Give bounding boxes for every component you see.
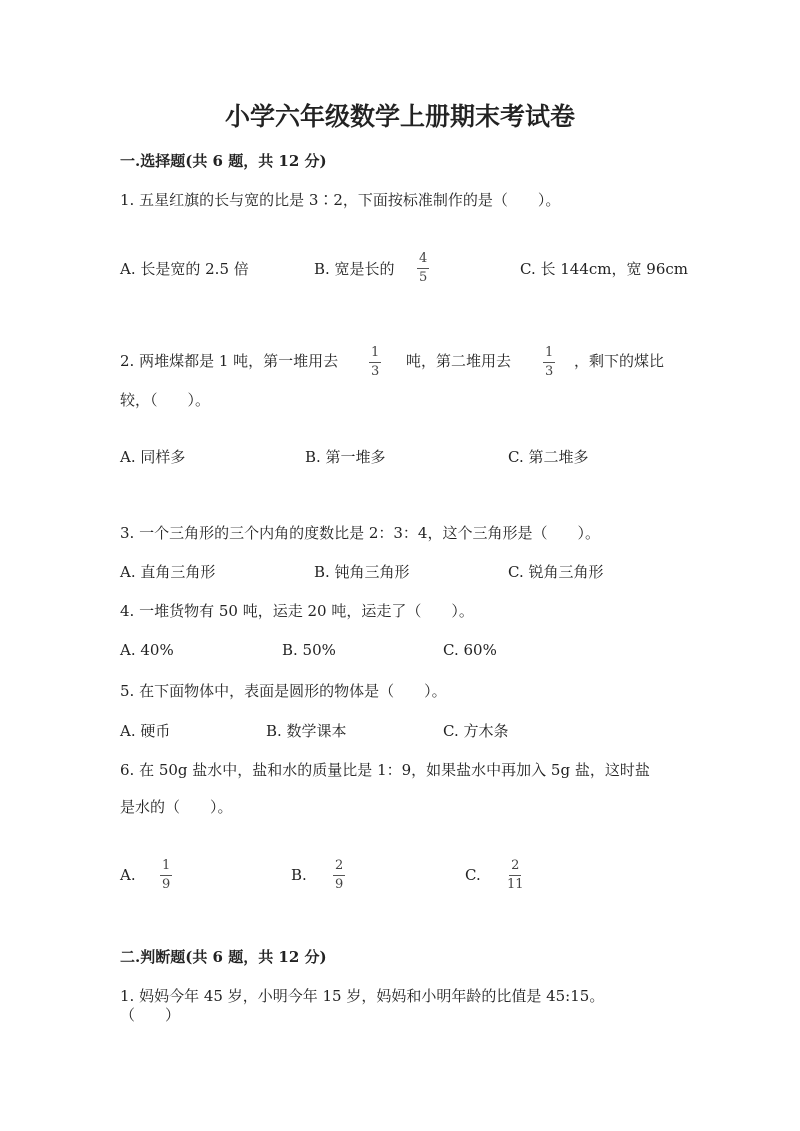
question-6-option-c: C. (465, 866, 481, 884)
fraction-bar (509, 875, 521, 876)
fraction-denominator: 11 (507, 877, 524, 892)
question-2-fraction-1 (369, 346, 381, 379)
question-2-text-part2: 吨，第二堆用去 (406, 352, 512, 370)
question-1-option-b-fraction (417, 252, 429, 285)
question-6-text-line2: 是水的（ ）。 (120, 798, 233, 816)
fraction-bar (160, 875, 172, 876)
question-5-option-a: A. 硬币 (120, 722, 171, 740)
question-2-fraction-2 (543, 346, 555, 379)
fraction-numerator: 2 (511, 858, 520, 873)
fraction-numerator: 4 (419, 251, 428, 266)
question-1-option-c: C. 长 144cm，宽 96cm (520, 260, 688, 278)
question-2-text-line2: 较，（ ）。 (120, 391, 211, 409)
question-5-text: 5. 在下面物体中，表面是圆形的物体是（ ）。 (120, 682, 447, 700)
section-heading-choice: 一.选择题(共 6 题，共 12 分) (120, 152, 327, 170)
question-6-option-c-fraction (505, 859, 526, 892)
fraction-numerator: 1 (162, 858, 171, 873)
fraction-denominator: 9 (162, 877, 171, 892)
fraction-denominator: 9 (335, 877, 344, 892)
question-3-option-a: A. 直角三角形 (120, 563, 216, 581)
question-1-text: 1. 五星红旗的长与宽的比是 3∶2，下面按标准制作的是（ ）。 (120, 191, 561, 209)
question-6-option-b: B. (291, 866, 307, 884)
section-heading-judgement: 二.判断题(共 6 题，共 12 分) (120, 948, 327, 966)
question-2-option-b: B. 第一堆多 (305, 448, 386, 466)
judgement-question-1-text: 1. 妈妈今年 45 岁，小明今年 15 岁，妈妈和小明年龄的比值是 45:15。 (120, 987, 605, 1005)
question-6-option-a: A. (120, 866, 136, 884)
question-1-option-a: A. 长是宽的 2.5 倍 (120, 260, 249, 278)
question-5-option-c: C. 方木条 (443, 722, 509, 740)
question-2-option-a: A. 同样多 (120, 448, 186, 466)
question-4-text: 4. 一堆货物有 50 吨，运走 20 吨，运走了（ ）。 (120, 602, 474, 620)
question-6-option-b-fraction (333, 859, 345, 892)
question-3-text: 3. 一个三角形的三个内角的度数比是 2：3：4，这个三角形是（ ）。 (120, 524, 600, 542)
fraction-denominator: 5 (419, 270, 428, 285)
question-2-text-part1: 2. 两堆煤都是 1 吨，第一堆用去 (120, 352, 339, 370)
question-4-option-c: C. 60% (443, 641, 497, 659)
fraction-bar (543, 362, 555, 363)
fraction-denominator: 3 (545, 364, 554, 379)
question-4-option-a: A. 40% (120, 641, 174, 659)
fraction-bar (369, 362, 381, 363)
question-4-option-b: B. 50% (282, 641, 336, 659)
judgement-question-1-answer-paren: （ ） (120, 1006, 181, 1024)
fraction-numerator: 1 (545, 345, 554, 360)
fraction-numerator: 2 (335, 858, 344, 873)
fraction-bar (333, 875, 345, 876)
question-1-option-b: B. 宽是长的 (314, 260, 395, 278)
question-3-option-c: C. 锐角三角形 (508, 563, 604, 581)
question-6-option-a-fraction (160, 859, 172, 892)
question-5-option-b: B. 数学课本 (266, 722, 347, 740)
fraction-denominator: 3 (371, 364, 380, 379)
question-2-option-c: C. 第二堆多 (508, 448, 589, 466)
fraction-numerator: 1 (371, 345, 380, 360)
question-2-text-part3: ，剩下的煤比 (574, 352, 665, 370)
fraction-bar (417, 268, 429, 269)
question-3-option-b: B. 钝角三角形 (314, 563, 410, 581)
page-title: 小学六年级数学上册期末考试卷 (224, 102, 575, 131)
question-6-text-line1: 6. 在 50g 盐水中，盐和水的质量比是 1：9，如果盐水中再加入 5g 盐，这时盐 (120, 761, 650, 779)
